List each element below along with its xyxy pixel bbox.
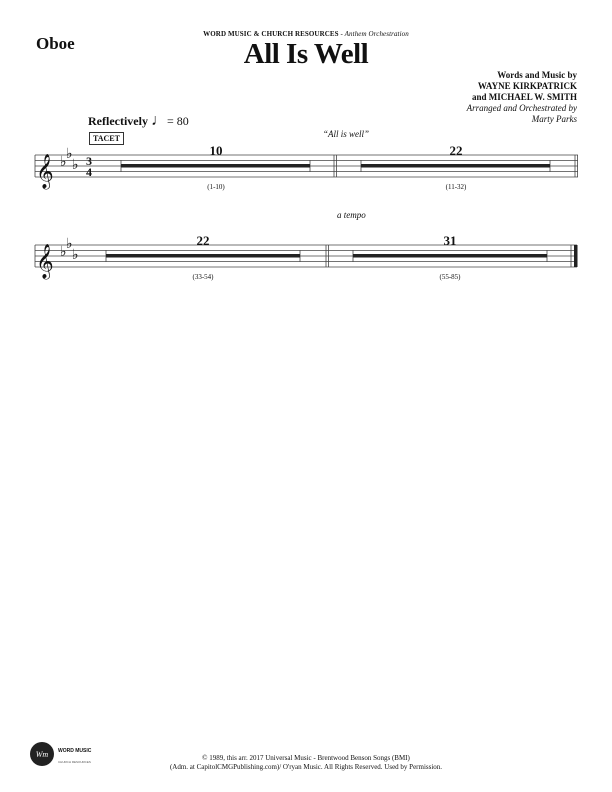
expression-a-tempo: a tempo [337,210,366,220]
svg-text:♭: ♭ [60,154,67,170]
quarter-note-icon: ♩ [150,112,167,129]
svg-text:♭: ♭ [66,236,73,252]
svg-text:3: 3 [86,154,92,168]
publisher-series: - Anthem Orchestration [340,30,409,38]
svg-text:4: 4 [86,165,92,179]
multirest-count: 22 [196,233,210,248]
svg-text:♭: ♭ [66,146,73,162]
multirest-count: 10 [209,143,223,158]
copyright-line-2: (Adm. at CapitolCMGPublishing.com)/ O'ryan Music. All Rights Reserved. Used by Permission. [169,763,443,771]
svg-text:♭: ♭ [72,247,79,263]
measure-range: (33-54) [192,273,214,281]
arranged-label: Arranged and Orchestrated by [466,103,577,113]
logo-name: WORD MUSIC [58,748,92,754]
copyright-line-1: © 1989, this arr. 2017 Universal Music - Brentwood Benson Songs (BMI) [202,754,410,762]
svg-text:♭: ♭ [72,157,79,173]
logo-sub: CHURCH RESOURCES [58,760,91,764]
song-title: All Is Well [243,38,369,70]
word-music-logo-icon: Wm [30,742,54,766]
svg-text:♭: ♭ [60,244,67,260]
tempo-text: Reflectively [88,114,148,128]
composer-2: and MICHAEL W. SMITH [471,92,577,102]
publisher-name: WORD MUSIC & CHURCH RESOURCES [203,30,339,38]
words-music-label: Words and Music by [497,70,577,80]
svg-text:𝄞: 𝄞 [36,244,54,279]
arranger-name: Marty Parks [531,114,577,124]
expression-all-is-well: “All is well” [323,129,370,139]
composer-1: WAYNE KIRKPATRICK [477,81,577,91]
multirest-count: 31 [443,233,457,248]
instrument-name: Oboe [36,34,75,53]
copyright [0,754,612,772]
svg-text:𝄞: 𝄞 [36,154,54,189]
measure-range: (11-32) [445,183,467,191]
multirest-count: 22 [449,143,463,158]
measure-range: (55-85) [439,273,461,281]
tacet-box: TACET [89,132,124,145]
tempo-bpm: = 80 [166,114,189,128]
measure-range: (1-10) [207,183,225,191]
